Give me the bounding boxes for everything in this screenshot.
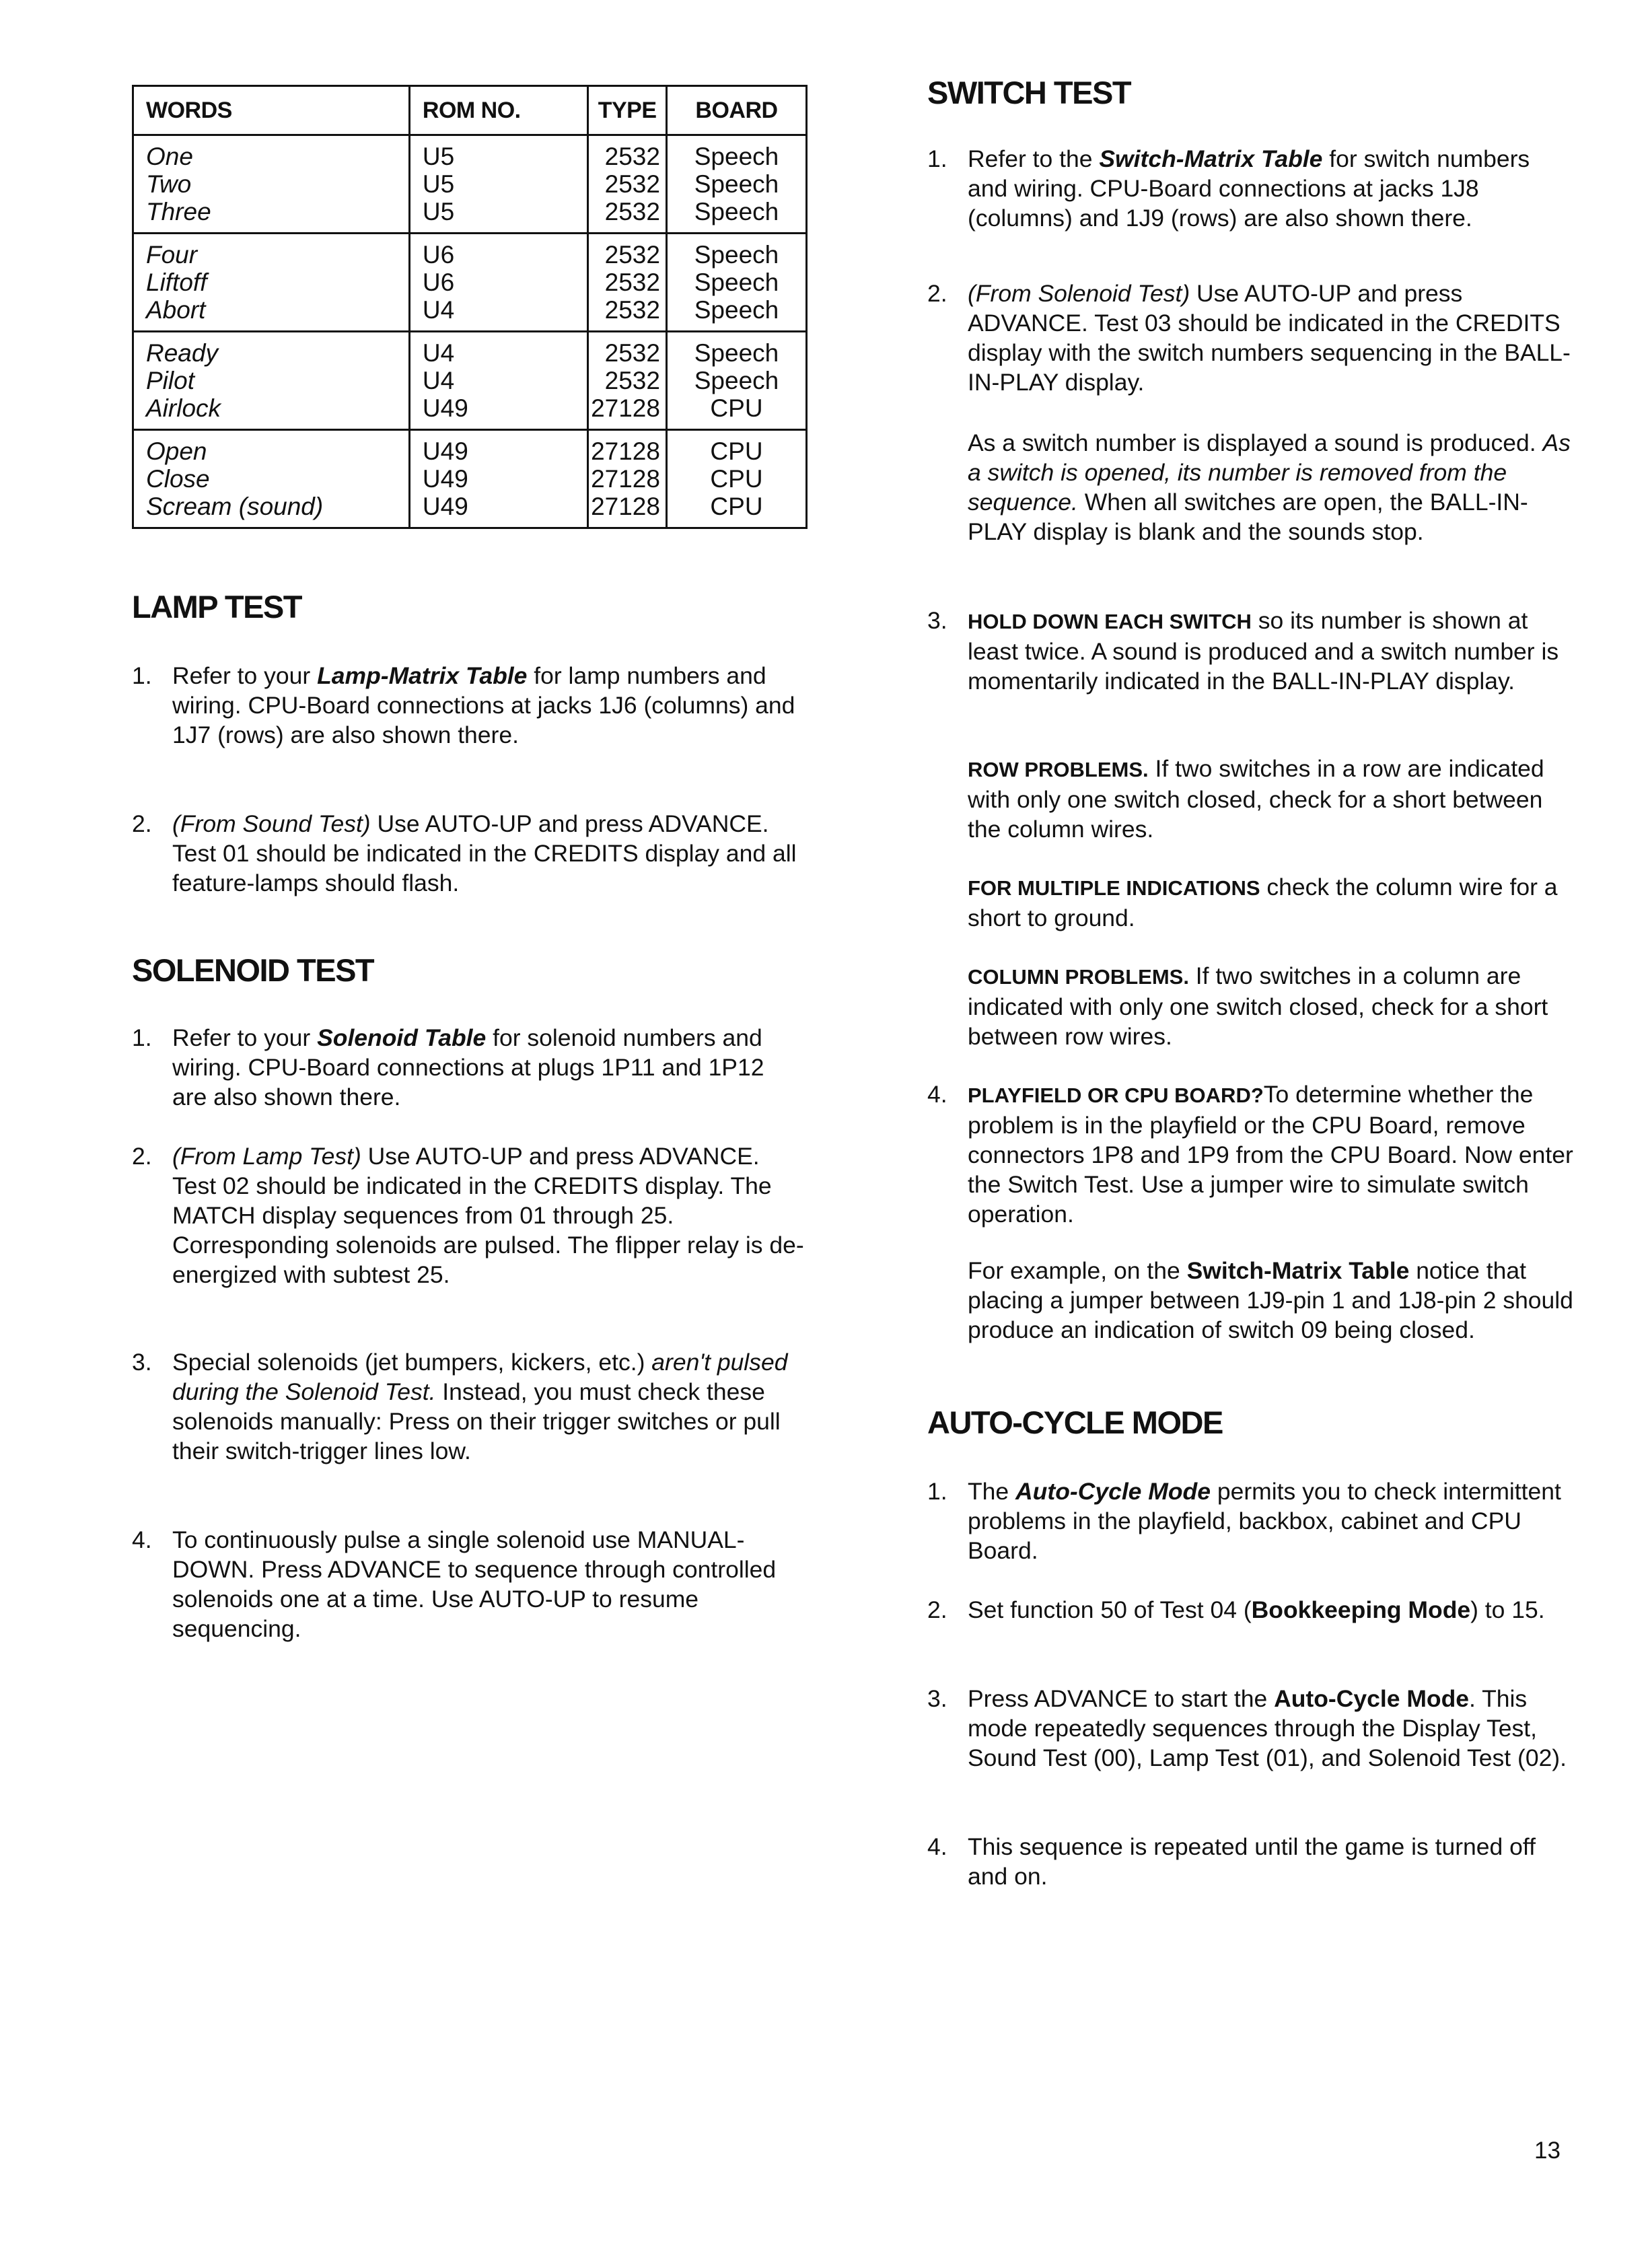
text-run: Use AUTO-UP and press ADVANCE. Test 03 should be indicated in the CREDITS display with the switch numbers sequencing in the BALL-IN-PLAY display. (968, 280, 1571, 396)
item-number: 2. (132, 810, 152, 837)
cell-type: 2532 (588, 269, 667, 296)
item-number: 2. (927, 1596, 947, 1623)
text-run: check the column wire for a short to ground. (968, 874, 1558, 931)
cell-board: CPU (666, 394, 806, 430)
cell-words: Two (133, 170, 410, 198)
switch-test-heading: SWITCH TEST (927, 75, 1131, 110)
cell-type: 2532 (588, 367, 667, 394)
item-text: This sequence is repeated until the game is turned off and on. (968, 1833, 1536, 1890)
item-text (968, 1477, 1573, 1565)
text-run: Use AUTO-UP and press ADVANCE. Test 01 should be indicated in the CREDITS display and all feature-lamps should flash. (172, 810, 797, 896)
table-row (133, 234, 807, 269)
text-run-italic: (From Lamp Test) (172, 1143, 361, 1170)
item-number: 4. (927, 1833, 947, 1860)
multiple-indications-note (968, 872, 1573, 933)
cell-words: Liftoff (133, 269, 410, 296)
cell-board: Speech (666, 170, 806, 198)
text-run: The (968, 1478, 1016, 1505)
item-number: 3. (927, 1685, 947, 1712)
cell-type: 27128 (588, 493, 667, 528)
text-run: ) to 15. (1470, 1596, 1545, 1623)
item-number: 1. (132, 1024, 152, 1051)
item-number: 2. (927, 280, 947, 307)
cell-words: Pilot (133, 367, 410, 394)
text-run-bold: HOLD DOWN EACH SWITCH (968, 610, 1252, 633)
item-text (968, 1595, 1573, 1625)
text-run: . This mode repeatedly sequences through the Display Test, Sound Test (00), Lamp Test (01), and Solenoid Test (02). (968, 1685, 1567, 1771)
text-run: Use AUTO-UP and press ADVANCE. Test 02 should be indicated in the CREDITS display. The MATCH display sequences from 01 through 25. Corresponding solenoids are pulsed. The flipper relay is de-energized with subtest 25. (172, 1143, 804, 1288)
text-run: notice that placing a jumper between 1J9-pin 1 and 1J8-pin 2 should produce an indication of switch 09 being closed. (968, 1257, 1573, 1343)
table-row (133, 296, 807, 332)
item-number: 1. (132, 662, 152, 689)
text-run: Refer to your (172, 662, 318, 689)
text-run-bold: ROW PROBLEMS. (968, 758, 1149, 781)
item-number: 1. (927, 1478, 947, 1505)
switch-matrix-table-ref: Switch-Matrix Table (1186, 1257, 1410, 1284)
text-run: Refer to your (172, 1024, 318, 1051)
table-row (133, 170, 807, 198)
table-row (133, 332, 807, 367)
auto-cycle-heading: AUTO-CYCLE MODE (927, 1405, 1223, 1440)
text-run: To determine whether the problem is in the playfield or the CPU Board, remove connectors 1P8 and 1P9 from the CPU Board. Now enter the Switch Test. Use a jumper wire to simulate switch operation. (968, 1081, 1573, 1228)
solenoid-table-ref: Solenoid Table (317, 1024, 487, 1051)
text-run-italic: As a switch is opened, its number is removed from the sequence. (968, 429, 1571, 516)
cell-board: Speech (666, 135, 806, 171)
cell-type: 2532 (588, 198, 667, 234)
switch-matrix-table-ref: Switch-Matrix Table (1099, 145, 1323, 172)
cell-words: Three (133, 198, 410, 234)
header-board: BOARD (666, 86, 806, 135)
cell-type: 2532 (588, 332, 667, 367)
item-text (968, 144, 1573, 233)
cell-words: One (133, 135, 410, 171)
auto-cycle-mode-ref: Auto-Cycle Mode (1274, 1685, 1470, 1712)
table-row (133, 198, 807, 234)
item-number: 3. (132, 1349, 152, 1376)
table-row (133, 430, 807, 466)
cell-rom: U49 (409, 465, 587, 493)
item-text (968, 1079, 1573, 1229)
item-number: 4. (927, 1081, 947, 1108)
auto-cycle-mode-ref: Auto-Cycle Mode (1015, 1478, 1211, 1505)
header-rom: ROM NO. (409, 86, 587, 135)
header-words: WORDS (133, 86, 410, 135)
text-run-bold: FOR MULTIPLE INDICATIONS (968, 876, 1260, 900)
text-run-bold: PLAYFIELD OR CPU BOARD? (968, 1084, 1264, 1107)
text-run: When all switches are open, the BALL-IN-PLAY display is blank and the sounds stop. (968, 489, 1528, 545)
switch-test-note (968, 428, 1573, 546)
cell-board: Speech (666, 296, 806, 332)
cell-rom: U6 (409, 269, 587, 296)
text-run: If two switches in a column are indicated with only one switch closed, check for a short between row wires. (968, 962, 1548, 1050)
cell-type: 27128 (588, 430, 667, 466)
cell-rom: U5 (409, 135, 587, 171)
lamp-test-heading: LAMP TEST (132, 589, 301, 625)
text-run-italic: aren't pulsed during the Solenoid Test. (172, 1349, 788, 1405)
text-run: permits you to check intermittent problems in the playfield, backbox, cabinet and CPU Board. (968, 1478, 1561, 1564)
text-run: Instead, you must check these solenoids manually: Press on their trigger switches or pull their switch-trigger lines low. (172, 1378, 781, 1464)
text-run: Press ADVANCE to start the (968, 1685, 1275, 1712)
table-group-2 (133, 234, 807, 332)
text-run-bold: COLUMN PROBLEMS. (968, 965, 1189, 989)
row-problems-note (968, 754, 1573, 844)
item-text (172, 809, 805, 898)
text-run: so its number is shown at least twice. A sound is produced and a switch number is momentarily indicated in the BALL-IN-PLAY display. (968, 607, 1559, 695)
cell-rom: U4 (409, 296, 587, 332)
solenoid-test-heading: SOLENOID TEST (132, 952, 374, 988)
cell-board: Speech (666, 198, 806, 234)
header-type: TYPE (588, 86, 667, 135)
cell-rom: U4 (409, 367, 587, 394)
item-text (172, 661, 805, 750)
cell-board: CPU (666, 465, 806, 493)
text-run: for switch numbers and wiring. CPU-Board connections at jacks 1J8 (columns) and 1J9 (rows) are also shown there. (968, 145, 1530, 232)
cell-board: Speech (666, 332, 806, 367)
cell-words: Abort (133, 296, 410, 332)
cell-rom: U49 (409, 493, 587, 528)
column-problems-note (968, 961, 1573, 1051)
cell-board: CPU (666, 493, 806, 528)
cell-board: Speech (666, 367, 806, 394)
text-run: If two switches in a row are indicated with only one switch closed, check for a short between the column wires. (968, 755, 1544, 843)
text-run: Refer to the (968, 145, 1100, 172)
cell-rom: U5 (409, 198, 587, 234)
text-run: for lamp numbers and wiring. CPU-Board connections at jacks 1J6 (columns) and 1J7 (rows) are also shown there. (172, 662, 795, 748)
cell-type: 2532 (588, 234, 667, 269)
cell-type: 27128 (588, 394, 667, 430)
cell-type: 27128 (588, 465, 667, 493)
text-run: Set function 50 of Test 04 ( (968, 1596, 1252, 1623)
item-text: To continuously pulse a single solenoid use MANUAL-DOWN. Press ADVANCE to sequence through controlled solenoids one at a time. Use AUTO-UP to resume sequencing. (172, 1526, 777, 1642)
cell-words: Airlock (133, 394, 410, 430)
table-group-3 (133, 332, 807, 430)
page-number: 13 (1534, 2137, 1561, 2164)
cell-type: 2532 (588, 170, 667, 198)
item-text (172, 1347, 805, 1466)
cell-words: Scream (sound) (133, 493, 410, 528)
table-row (133, 135, 807, 171)
table-row (133, 367, 807, 394)
item-text (968, 1684, 1573, 1773)
cell-type: 2532 (588, 135, 667, 171)
cell-words: Four (133, 234, 410, 269)
table-row (133, 394, 807, 430)
cell-type: 2532 (588, 296, 667, 332)
cell-board: Speech (666, 269, 806, 296)
text-run: Special solenoids (jet bumpers, kickers, etc.) (172, 1349, 652, 1376)
item-text (172, 1023, 805, 1112)
text-run-italic: (From Sound Test) (172, 810, 371, 837)
table-row (133, 269, 807, 296)
table-header-row (133, 86, 807, 135)
item-number: 1. (927, 145, 947, 172)
switch-example-note (968, 1256, 1573, 1345)
cell-rom: U4 (409, 332, 587, 367)
item-text (968, 279, 1573, 397)
table-group-4 (133, 430, 807, 528)
cell-words: Close (133, 465, 410, 493)
bookkeeping-mode-ref: Bookkeeping Mode (1251, 1596, 1471, 1623)
item-number: 3. (927, 607, 947, 634)
text-run-italic: (From Solenoid Test) (968, 280, 1190, 307)
text-run: for solenoid numbers and wiring. CPU-Board connections at plugs 1P11 and 1P12 are also shown there. (172, 1024, 764, 1110)
table-row (133, 493, 807, 528)
text-run: As a switch number is displayed a sound is produced. (968, 429, 1543, 456)
item-number: 2. (132, 1143, 152, 1170)
cell-board: CPU (666, 430, 806, 466)
rom-words-table (132, 85, 808, 529)
table-row (133, 465, 807, 493)
cell-rom: U49 (409, 430, 587, 466)
cell-rom: U5 (409, 170, 587, 198)
cell-board: Speech (666, 234, 806, 269)
cell-words: Open (133, 430, 410, 466)
cell-rom: U6 (409, 234, 587, 269)
table-group-1 (133, 135, 807, 234)
cell-words: Ready (133, 332, 410, 367)
item-text (968, 606, 1573, 696)
item-number: 4. (132, 1526, 152, 1553)
text-run: For example, on the (968, 1257, 1187, 1284)
lamp-matrix-table-ref: Lamp-Matrix Table (317, 662, 528, 689)
cell-rom: U49 (409, 394, 587, 430)
item-text (172, 1141, 805, 1289)
